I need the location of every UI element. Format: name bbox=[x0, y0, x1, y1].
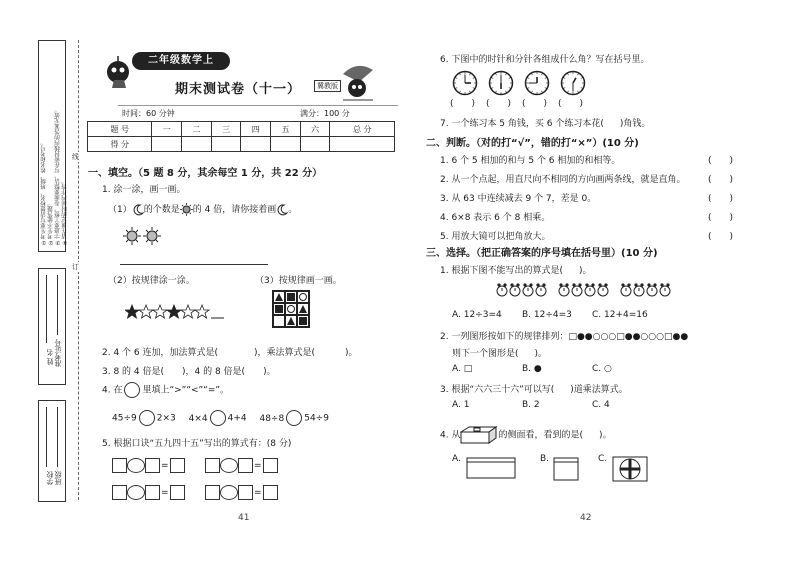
q4-item: 2×3 bbox=[156, 413, 176, 424]
grid-cell bbox=[297, 315, 309, 327]
q1-1-text-c: 。 bbox=[288, 205, 298, 215]
judge-answer[interactable]: ( ) bbox=[708, 213, 734, 223]
q5-text: 5. 根据口诀“五九四十五”写出的算式有：(8 分) bbox=[102, 439, 292, 449]
eq-box[interactable] bbox=[112, 485, 127, 500]
q4-items bbox=[112, 410, 329, 426]
small-alarm-clock-icon bbox=[572, 283, 582, 296]
q7-part-b: )角钱。 bbox=[619, 119, 651, 129]
score-cell[interactable] bbox=[300, 137, 330, 152]
moon-icon bbox=[276, 204, 288, 216]
judge-item-3: 3. 从 63 中连续减去 9 个 7，差是 0。 bbox=[440, 194, 597, 204]
eq-box[interactable] bbox=[112, 458, 127, 473]
eq-box[interactable] bbox=[145, 458, 160, 473]
school-line[interactable] bbox=[46, 407, 47, 467]
notice-line-1: ①考生要写清楚校名、班级、姓名和考号。 bbox=[41, 140, 47, 245]
q1-2-text: （2）按规律涂一涂。 bbox=[108, 276, 195, 286]
c3-option-b[interactable]: B. 2 bbox=[522, 400, 540, 410]
c3-part-a: 3. 根据“六六三十六”可以写( bbox=[440, 385, 555, 395]
score-header-cell: 二 bbox=[182, 122, 212, 137]
score-cell[interactable] bbox=[152, 137, 182, 152]
sun-group-icon bbox=[122, 226, 164, 246]
id-line[interactable] bbox=[57, 275, 58, 335]
q5-equation-3 bbox=[112, 485, 185, 500]
triangle-icon bbox=[275, 293, 283, 301]
c4-part-a: 4. 从 bbox=[440, 430, 461, 441]
c1-option-b[interactable]: B. 12÷4=3 bbox=[522, 310, 572, 320]
circle-icon bbox=[299, 293, 307, 301]
stars-pattern-icon bbox=[125, 304, 225, 320]
q2-part-a: 2. 4 个 6 连加，加法算式是( bbox=[102, 348, 218, 358]
score-header-cell: 五 bbox=[271, 122, 301, 137]
q4-compare-circle[interactable] bbox=[139, 410, 155, 426]
score-cell[interactable] bbox=[271, 137, 301, 152]
square-icon bbox=[287, 293, 295, 301]
eq-box[interactable] bbox=[238, 485, 253, 500]
notice-line-3: ③字迹要工整，卷面要整洁，写在密封线内的答案无效。 bbox=[55, 107, 61, 245]
q4-item: 4×4 bbox=[188, 413, 208, 424]
score-header-cell: 三 bbox=[211, 122, 241, 137]
name-label: 姓 名 bbox=[46, 349, 54, 366]
score-cell[interactable] bbox=[211, 137, 241, 152]
id-label: 准考证号 bbox=[54, 339, 62, 367]
score-cell[interactable] bbox=[182, 137, 212, 152]
judge-item-4: 4. 6×8 表示 6 个 8 相乘。 bbox=[440, 213, 551, 223]
eq-box[interactable] bbox=[205, 458, 220, 473]
c1-option-c[interactable]: C. 12+4=16 bbox=[592, 310, 648, 320]
judge-item-1: 1. 6 个 5 相加的和与 5 个 6 相加的和相等。 bbox=[440, 156, 621, 166]
q1-3-text: （3）按规律画一画。 bbox=[255, 276, 342, 286]
q7-text bbox=[440, 116, 650, 129]
q1-1-text-b: 的 4 倍，请你接着画 bbox=[192, 205, 277, 215]
q2-part-c: )。 bbox=[345, 348, 358, 358]
c2-option-c[interactable]: C. ○ bbox=[592, 364, 612, 374]
q4-compare-circle[interactable] bbox=[286, 410, 302, 426]
eq-box[interactable] bbox=[205, 485, 220, 500]
judge-answer[interactable]: ( ) bbox=[708, 232, 734, 242]
small-alarm-clock-icon bbox=[634, 283, 644, 296]
c3-part-b: )道乘法算式。 bbox=[570, 385, 628, 395]
judge-answer[interactable]: ( ) bbox=[708, 156, 734, 166]
exam-full-score: 满分：100 分 bbox=[300, 109, 350, 118]
q5-equation-2 bbox=[205, 458, 278, 473]
q7-part-a: 7. 一个练习本 5 角钱，买 6 个练习本花( bbox=[440, 119, 604, 129]
small-alarm-clock-icon bbox=[660, 283, 670, 296]
q3-text bbox=[102, 364, 276, 377]
q4-text bbox=[102, 382, 229, 398]
eq-operator[interactable] bbox=[127, 458, 145, 473]
name-line[interactable] bbox=[46, 275, 47, 343]
q6-answer[interactable]: ( ) bbox=[522, 99, 548, 109]
small-alarm-clock-icon bbox=[621, 283, 631, 296]
score-table bbox=[87, 121, 395, 152]
score-row-label: 得 分 bbox=[88, 137, 152, 152]
square-icon bbox=[299, 317, 307, 325]
mascot-right-icon bbox=[335, 60, 381, 106]
class-label: 班级 bbox=[54, 471, 62, 485]
grid-cell bbox=[273, 291, 285, 303]
eq-box[interactable] bbox=[145, 485, 160, 500]
c4-option-c[interactable]: C. bbox=[598, 454, 608, 464]
c4-part-b: 的侧面看，看到的是( bbox=[498, 430, 583, 441]
edition-badge: 冀教版 bbox=[314, 80, 341, 92]
clock-icon bbox=[562, 72, 585, 95]
q5-equation-4 bbox=[205, 485, 278, 500]
score-header-cell: 四 bbox=[241, 122, 271, 137]
q6-answer[interactable]: ( ) bbox=[558, 99, 584, 109]
q2-text bbox=[102, 345, 358, 358]
page-number-right: 42 bbox=[580, 513, 592, 523]
score-cell[interactable] bbox=[241, 137, 271, 152]
small-alarm-clock-icon bbox=[497, 283, 507, 296]
q4-part-a: 4. 在 bbox=[102, 385, 123, 396]
small-alarm-clock-icon bbox=[559, 283, 569, 296]
eq-box[interactable] bbox=[170, 485, 185, 500]
choice-3-text bbox=[440, 382, 628, 395]
small-alarm-clock-icon bbox=[523, 283, 533, 296]
alarm-clock-groups-icon bbox=[496, 282, 696, 298]
q1-1-answer-line[interactable] bbox=[120, 264, 268, 265]
c3-option-a[interactable]: A. 1 bbox=[452, 400, 470, 410]
eq-sign: = bbox=[254, 487, 262, 498]
c2-option-a[interactable]: A. □ bbox=[452, 364, 473, 374]
name-box bbox=[38, 268, 66, 385]
section-2-title: 二、判断。（对的打“√”，错的打“×”）(10 分) bbox=[426, 138, 639, 149]
wide-rectangle-icon bbox=[466, 457, 516, 479]
eq-operator[interactable] bbox=[220, 458, 238, 473]
box-3d-icon bbox=[460, 426, 498, 444]
square-icon bbox=[275, 305, 283, 313]
q4-part-b: 里填上“>”“<”“=”。 bbox=[142, 385, 230, 396]
eq-box[interactable] bbox=[170, 458, 185, 473]
clock-icon bbox=[526, 72, 549, 95]
score-table-header-row bbox=[88, 122, 395, 137]
score-header-cell: 题 号 bbox=[88, 122, 152, 137]
seal-mark-1: 线 bbox=[72, 153, 79, 161]
choice-2-text-b bbox=[452, 346, 547, 359]
grid-cell bbox=[297, 291, 309, 303]
circle-icon bbox=[287, 305, 295, 313]
q4-item: 4+4 bbox=[227, 413, 247, 424]
eq-operator[interactable] bbox=[127, 485, 145, 500]
narrow-rectangle-icon bbox=[553, 457, 579, 481]
eq-operator[interactable] bbox=[220, 485, 238, 500]
q6-answer[interactable]: ( ) bbox=[486, 99, 512, 109]
q4-item: 45÷9 bbox=[112, 413, 137, 424]
q2-part-b: )，乘法算式是( bbox=[254, 348, 316, 358]
notice-line-2: ②考生不能答题。 bbox=[48, 200, 54, 245]
q5-equation-1 bbox=[112, 458, 185, 473]
grid-cell bbox=[285, 315, 297, 327]
small-alarm-clock-icon bbox=[647, 283, 657, 296]
header-rule bbox=[118, 105, 398, 106]
q3-part-b: )，4 的 8 倍是( bbox=[182, 367, 246, 377]
q6-answer[interactable]: ( ) bbox=[450, 99, 476, 109]
clock-group bbox=[452, 70, 592, 96]
grade-banner: 二年级数学上 bbox=[132, 52, 230, 70]
c1-part-b: )。 bbox=[578, 266, 592, 276]
c2-part-c: )。 bbox=[534, 349, 548, 359]
eq-box[interactable] bbox=[263, 485, 278, 500]
score-table-score-row bbox=[88, 137, 395, 152]
c4-option-a[interactable]: A. bbox=[452, 454, 461, 464]
q4-item: 48÷8 bbox=[259, 413, 285, 424]
c4-part-c: )。 bbox=[598, 430, 612, 441]
class-line[interactable] bbox=[57, 407, 58, 467]
judge-answer[interactable]: ( ) bbox=[708, 175, 734, 185]
notice-box bbox=[38, 40, 66, 252]
school-box bbox=[38, 400, 66, 502]
section-1-title: 一、填空。（5 题 8 分，其余每空 1 分，共 22 分） bbox=[88, 168, 323, 179]
school-label: 学校 bbox=[46, 471, 54, 485]
q4-item: 54÷9 bbox=[304, 413, 329, 424]
judge-answer[interactable]: ( ) bbox=[708, 194, 734, 204]
q3-part-c: )。 bbox=[263, 367, 276, 377]
score-header-cell: 一 bbox=[152, 122, 182, 137]
small-alarm-clock-icon bbox=[510, 283, 520, 296]
score-header-cell: 总 分 bbox=[330, 122, 395, 137]
q1-1 bbox=[108, 202, 297, 216]
triangle-icon bbox=[287, 317, 295, 325]
q1-1-text-a: 的个数是 bbox=[143, 205, 180, 215]
q4-compare-circle[interactable] bbox=[210, 410, 226, 426]
q3-part-a: 3. 8 的 4 倍是( bbox=[102, 367, 164, 377]
c4-option-b[interactable]: B. bbox=[540, 454, 550, 464]
grid-cell bbox=[285, 291, 297, 303]
q1-text: 1. 涂一涂，画一画。 bbox=[102, 185, 186, 195]
grid-cell bbox=[273, 303, 285, 315]
eq-sign: = bbox=[161, 487, 169, 498]
sun-icon bbox=[180, 203, 193, 216]
small-alarm-clock-icon bbox=[585, 283, 595, 296]
choice-1-text bbox=[440, 263, 591, 276]
c2-option-b[interactable]: B. ● bbox=[522, 364, 542, 374]
grid-cell[interactable] bbox=[273, 315, 285, 327]
c1-option-a[interactable]: A. 12÷3=4 bbox=[452, 310, 502, 320]
eq-box[interactable] bbox=[263, 458, 278, 473]
exam-time: 时间：60 分钟 bbox=[122, 109, 175, 118]
mascot-left-icon bbox=[102, 54, 136, 94]
choice-2-text: 2. 一列图形按如下的规律排列：□●●○○○□●●○○○□●● bbox=[440, 332, 689, 342]
score-cell[interactable] bbox=[330, 137, 395, 152]
exam-title: 期末测试卷（十一） bbox=[175, 82, 302, 97]
small-alarm-clock-icon bbox=[598, 283, 608, 296]
eq-sign: = bbox=[254, 460, 262, 471]
small-alarm-clock-icon bbox=[536, 283, 546, 296]
notice-line-4: ④请在规定的时间内作答。 bbox=[62, 178, 68, 245]
q6-text: 6. 下图中的时针和分针各组成什么角？写在括号里。 bbox=[440, 55, 650, 65]
clock-icon bbox=[490, 72, 513, 95]
judge-item-2: 2. 从一个点起，用直尺向不相同的方向画两条线，就是直角。 bbox=[440, 175, 686, 185]
ribbon-box-icon bbox=[612, 456, 648, 482]
choice-4-text bbox=[440, 426, 611, 444]
grid-cell bbox=[285, 303, 297, 315]
page-number-left: 41 bbox=[238, 513, 250, 523]
c2-part-b: 则下一个图形是( bbox=[452, 349, 519, 359]
clock-icon bbox=[454, 72, 477, 95]
c3-option-c[interactable]: C. 4 bbox=[592, 400, 610, 410]
eq-box[interactable] bbox=[238, 458, 253, 473]
eq-sign: = bbox=[161, 460, 169, 471]
moon-icon bbox=[132, 204, 144, 216]
judge-item-5: 5. 用放大镜可以把角放大。 bbox=[440, 232, 551, 242]
grid-cell bbox=[297, 303, 309, 315]
q1-1-label: （1） bbox=[108, 205, 132, 215]
q4-sample-circle bbox=[124, 382, 140, 398]
score-header-cell: 六 bbox=[300, 122, 330, 137]
seal-mark-2: 订 bbox=[72, 263, 79, 271]
c1-part-a: 1. 根据下图不能写出的算式是( bbox=[440, 266, 563, 276]
triangle-icon bbox=[299, 305, 307, 313]
section-3-title: 三、选择。（把正确答案的序号填在括号里）(10 分) bbox=[426, 248, 658, 259]
pattern-grid bbox=[272, 290, 310, 328]
